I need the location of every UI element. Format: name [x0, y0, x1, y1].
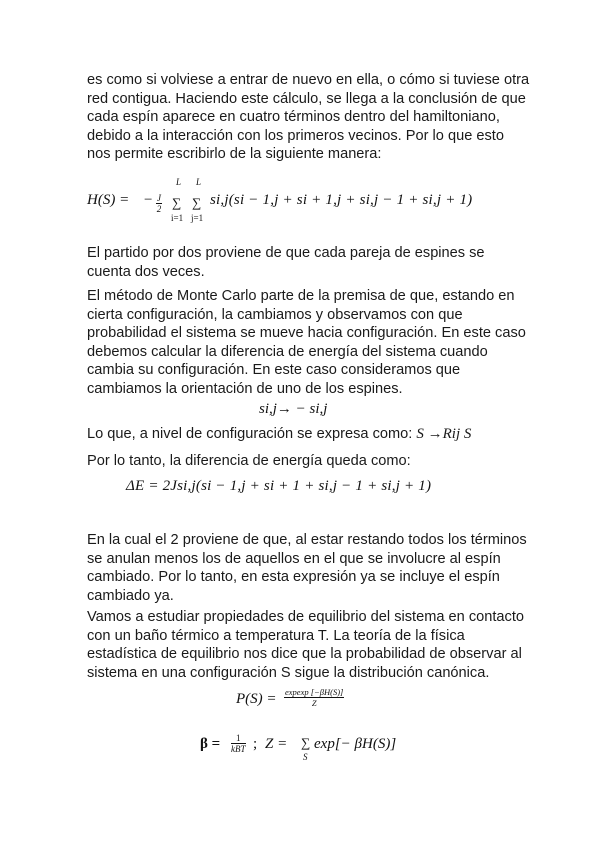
text-line	[87, 425, 517, 444]
text-line: cambiado. Por lo tanto, en esta expresión ya se incluye el espín	[87, 569, 500, 586]
eq-beta-fraction	[231, 733, 246, 754]
z-sum-symbol: ∑	[301, 735, 311, 750]
paragraph-factor-two	[87, 244, 517, 281]
text-line: cierta configuración, la cambiamos y observamos con que	[87, 306, 463, 323]
text-line: red contigua. Haciendo este cálculo, se llega a la conclusión de que	[87, 90, 526, 107]
text-line: En la cual el 2 proviene de que, al estar restando todos los términos	[87, 532, 527, 548]
sum1-symbol: ∑	[172, 195, 182, 210]
text-line: con un baño térmico a temperatura T. La teoría de la física	[87, 627, 465, 644]
paragraph-configuration	[87, 425, 517, 444]
equation-hamiltonian	[87, 192, 129, 209]
frac-numerator: J	[157, 193, 161, 203]
text-line: Vamos a estudiar propiedades de equilibrio del sistema en contacto	[87, 609, 524, 625]
sum1-lower-limit: i=1	[171, 213, 184, 223]
text-line: cuenta dos veces.	[87, 263, 205, 280]
paragraph-monte-carlo	[87, 287, 526, 399]
z-sum-subscript: S	[303, 752, 308, 762]
config-text: Lo que, a nivel de configuración se expresa como:	[87, 426, 417, 442]
text-line: debido a la interacción con los primeros vecinos. Por lo que esto	[87, 127, 504, 144]
text-line: cada espín aparece en cuatro términos dentro del hamiltoniano,	[87, 109, 500, 126]
eq-hamiltonian-body: si,j(si − 1,j + si + 1,j + si,j − 1 + si,j + 1)	[210, 192, 473, 208]
text-line: cambia su configuración. En este caso consideramos que	[87, 362, 461, 379]
text-line: es como si volviese a entrar de nuevo en ella, o cómo si tuviese otra	[87, 72, 530, 88]
text-line: estadística de equilibrio nos dice que la probabilidad de observar al	[87, 646, 522, 663]
text-line: El método de Monte Carlo parte de la premisa de que, estando en	[87, 288, 515, 304]
prob-numerator: expexp [−βH(S)]	[285, 687, 344, 697]
eq-prob-fraction	[284, 687, 344, 708]
paragraph-equilibrium	[87, 608, 524, 682]
sum2-symbol: ∑	[192, 195, 202, 210]
config-math: S →Rij S	[416, 426, 472, 442]
eq-prob-lhs: P(S) =	[236, 691, 277, 707]
text-line: se anulan menos los de aquellos en el que se involucre al espín	[87, 550, 501, 567]
text-line: debemos calcular la diferencia de energía del sistema cuando	[87, 343, 488, 360]
eq-lhs: H(S) =	[87, 192, 130, 208]
text-line: Por lo tanto, la diferencia de energía queda como:	[87, 453, 411, 469]
eq-beta-lhs: β =	[200, 736, 221, 752]
text-line: nos permite escribirlo de la siguiente manera:	[87, 146, 382, 163]
prob-denominator: Z	[311, 698, 317, 708]
eq-separator: ;	[253, 736, 258, 752]
equation-spin-flip: si,j→ − si,j	[259, 401, 328, 417]
paragraph-explanation	[87, 531, 527, 605]
eq-z-lhs: Z =	[265, 736, 288, 752]
paragraph-energy-intro	[87, 452, 517, 471]
beta-numerator: 1	[231, 733, 246, 744]
text-line: probabilidad el sistema se mueve hacia configuración. En este caso	[87, 325, 526, 342]
text-line: El partido por dos proviene de que cada pareja de espines se	[87, 245, 485, 261]
text-line: sistema en una configuración S sigue la distribución canónica.	[87, 664, 490, 681]
paragraph-intro	[87, 71, 530, 164]
sum1-upper-limit: L	[176, 177, 182, 187]
text-line: cambiado ya.	[87, 587, 174, 604]
frac-denominator: 2	[156, 204, 162, 214]
sum2-upper-limit: L	[196, 177, 202, 187]
text-line: cambiamos la orientación de uno de los espines.	[87, 380, 403, 397]
eq-z-body: exp[− βH(S)]	[314, 736, 397, 752]
equation-energy-difference: ΔE = 2Jsi,j(si − 1,j + si + 1 + si,j − 1 + si,j + 1)	[126, 478, 432, 494]
sum2-lower-limit: j=1	[191, 213, 204, 223]
beta-denominator: kBT	[231, 744, 246, 754]
eq-minus: −	[144, 192, 153, 208]
eq-fraction-j-over-2	[156, 193, 162, 214]
